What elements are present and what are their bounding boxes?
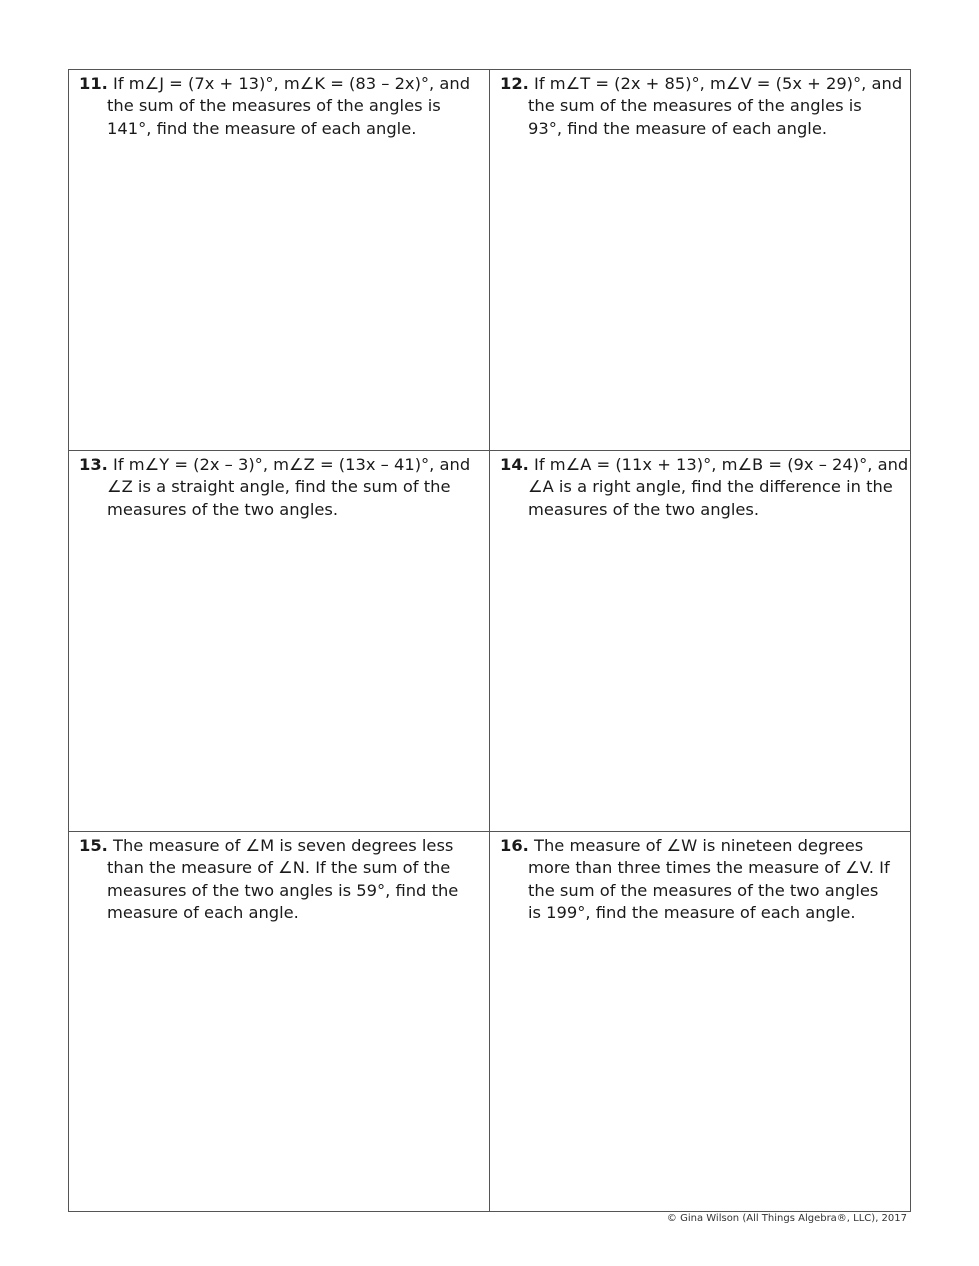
problem-line: measures of the two angles. [528, 499, 760, 519]
problem-text [79, 73, 481, 140]
problem-cell-11 [69, 70, 490, 451]
problem-number: 15. [79, 836, 108, 855]
problem-grid [68, 69, 911, 1212]
problem-number: 12. [500, 74, 529, 93]
problem-cell-16 [490, 832, 910, 1211]
problem-line: 93°, find the measure of each angle. [528, 118, 828, 138]
problem-line: the sum of the measures of the angles is [528, 96, 862, 116]
problem-cell-14 [490, 451, 910, 832]
problem-text [500, 73, 902, 140]
problem-line: more than three times the measure of ∠V. If [528, 858, 890, 878]
problem-text [79, 835, 481, 924]
problem-line: than the measure of ∠N. If the sum of the [107, 858, 451, 878]
problem-line: If m∠T = (2x + 85)°, m∠V = (5x + 29)°, and [534, 74, 903, 93]
problem-text [500, 454, 909, 521]
problem-line: The measure of ∠W is nineteen degrees [534, 836, 864, 855]
problem-line: measures of the two angles. [107, 499, 339, 519]
problem-line: The measure of ∠M is seven degrees less [113, 836, 454, 855]
problem-text [500, 835, 902, 924]
problem-line: ∠A is a right angle, find the difference in the [528, 477, 893, 497]
problem-line: measures of the two angles is 59°, find the [107, 880, 459, 900]
problem-number: 13. [79, 455, 108, 474]
problem-line: the sum of the measures of the angles is [107, 96, 441, 116]
problem-number: 11. [79, 74, 108, 93]
problem-line: ∠Z is a straight angle, find the sum of the [107, 477, 451, 497]
problem-line: measure of each angle. [107, 902, 299, 922]
problem-line: If m∠Y = (2x – 3)°, m∠Z = (13x – 41)°, and [113, 455, 471, 474]
problem-line: If m∠A = (11x + 13)°, m∠B = (9x – 24)°, and [534, 455, 909, 474]
problem-number: 16. [500, 836, 529, 855]
problem-number: 14. [500, 455, 529, 474]
problem-cell-12 [490, 70, 910, 451]
copyright-footer: © Gina Wilson (All Things Algebra®, LLC), 2017 [666, 1213, 907, 1224]
problem-cell-15 [69, 832, 490, 1211]
problem-line: If m∠J = (7x + 13)°, m∠K = (83 – 2x)°, and [113, 74, 471, 93]
problem-line: 141°, find the measure of each angle. [107, 118, 417, 138]
problem-text [79, 454, 481, 521]
problem-line: the sum of the measures of the two angles [528, 880, 879, 900]
problem-line: is 199°, find the measure of each angle. [528, 902, 856, 922]
problem-cell-13 [69, 451, 490, 832]
